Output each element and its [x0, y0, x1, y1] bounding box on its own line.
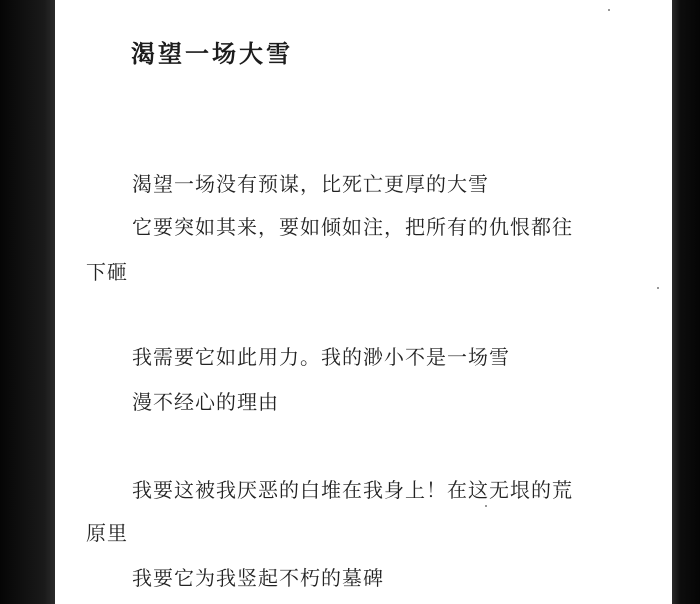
poem-line: 我要这被我厌恶的白堆在我身上！在这无垠的荒: [132, 478, 573, 502]
poem-line: 渴望一场没有预谋，比死亡更厚的大雪: [132, 172, 489, 196]
document-page: [55, 0, 672, 604]
scan-left-edge: [0, 0, 55, 604]
poem-line: 下砸: [86, 260, 128, 284]
scan-right-edge: [672, 0, 700, 604]
scan-speck: [485, 505, 487, 507]
poem-line: 原里: [86, 521, 128, 545]
poem-line: 我要它为我竖起不朽的墓碑: [132, 566, 384, 590]
poem-line: 我需要它如此用力。我的渺小不是一场雪: [132, 345, 510, 369]
poem-title: 渴望一场大雪: [131, 39, 293, 68]
poem-line: 漫不经心的理由: [132, 390, 279, 414]
scan-speck: [608, 9, 610, 11]
scan-speck: [657, 287, 659, 289]
poem-line: 它要突如其来，要如倾如注，把所有的仇恨都往: [132, 215, 573, 239]
